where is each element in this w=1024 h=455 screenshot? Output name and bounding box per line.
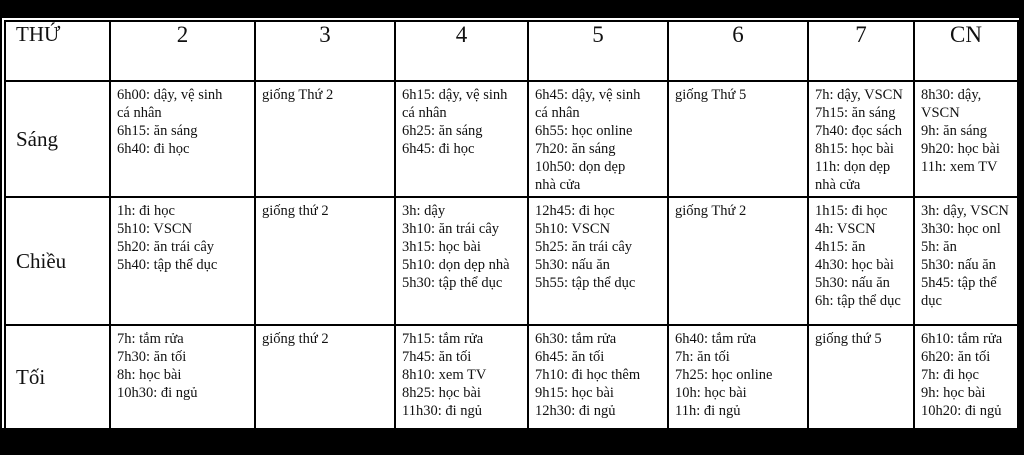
schedule-cell: 6h10: tắm rửa 6h20: ăn tối 7h: đi học 9h: học bài 10h20: đi ngủ [914,325,1018,429]
day-header: 2 [110,21,255,81]
schedule-cell: 6h00: dậy, vệ sinh cá nhân 6h15: ăn sáng 6h40: đi học [110,81,255,197]
schedule-cell: 3h: dậy, VSCN 3h30: học onl 5h: ăn 5h30: nấu ăn 5h45: tập thể dục [914,197,1018,325]
day-header: 3 [255,21,395,81]
schedule-sheet [2,18,1019,428]
schedule-cell: giống Thứ 5 [668,81,808,197]
row-label-morning: Sáng [5,81,110,197]
table-row [5,197,1018,325]
schedule-cell: 6h45: dậy, vệ sinh cá nhân 6h55: học online 7h20: ăn sáng 10h50: dọn dẹp nhà cửa [528,81,668,197]
schedule-cell: giống Thứ 2 [255,81,395,197]
schedule-cell: 12h45: đi học 5h10: VSCN 5h25: ăn trái cây 5h30: nấu ăn 5h55: tập thể dục [528,197,668,325]
schedule-cell: 8h30: dậy, VSCN 9h: ăn sáng 9h20: học bài 11h: xem TV [914,81,1018,197]
corner-header: THỨ [5,21,110,81]
schedule-cell: 6h40: tắm rửa 7h: ăn tối 7h25: học online 10h: học bài 11h: đi ngủ [668,325,808,429]
schedule-cell: 3h: dậy 3h10: ăn trái cây 3h15: học bài 5h10: dọn dẹp nhà 5h30: tập thể dục [395,197,528,325]
schedule-cell: 7h: dậy, VSCN 7h15: ăn sáng 7h40: đọc sách 8h15: học bài 11h: dọn dẹp nhà cửa [808,81,914,197]
day-header: 7 [808,21,914,81]
row-label-evening: Tối [5,325,110,429]
weekly-schedule-table [4,20,1019,430]
schedule-cell: 6h15: dậy, vệ sinh cá nhân 6h25: ăn sáng 6h45: đi học [395,81,528,197]
table-row [5,81,1018,197]
schedule-cell: giống thứ 2 [255,325,395,429]
table-row [5,325,1018,429]
schedule-cell: 7h: tắm rửa 7h30: ăn tối 8h: học bài 10h30: đi ngủ [110,325,255,429]
day-header: 4 [395,21,528,81]
schedule-cell: giống thứ 2 [255,197,395,325]
header-row [5,21,1018,81]
day-header: 5 [528,21,668,81]
schedule-cell: 7h15: tắm rửa 7h45: ăn tối 8h10: xem TV 8h25: học bài 11h30: đi ngủ [395,325,528,429]
day-header: 6 [668,21,808,81]
schedule-cell: giống Thứ 2 [668,197,808,325]
schedule-cell: giống thứ 5 [808,325,914,429]
schedule-cell: 6h30: tắm rửa 6h45: ăn tối 7h10: đi học thêm 9h15: học bài 12h30: đi ngủ [528,325,668,429]
schedule-cell: 1h: đi học 5h10: VSCN 5h20: ăn trái cây 5h40: tập thể dục [110,197,255,325]
row-label-afternoon: Chiều [5,197,110,325]
day-header: CN [914,21,1018,81]
schedule-cell: 1h15: đi học 4h: VSCN 4h15: ăn 4h30: học bài 5h30: nấu ăn 6h: tập thể dục [808,197,914,325]
